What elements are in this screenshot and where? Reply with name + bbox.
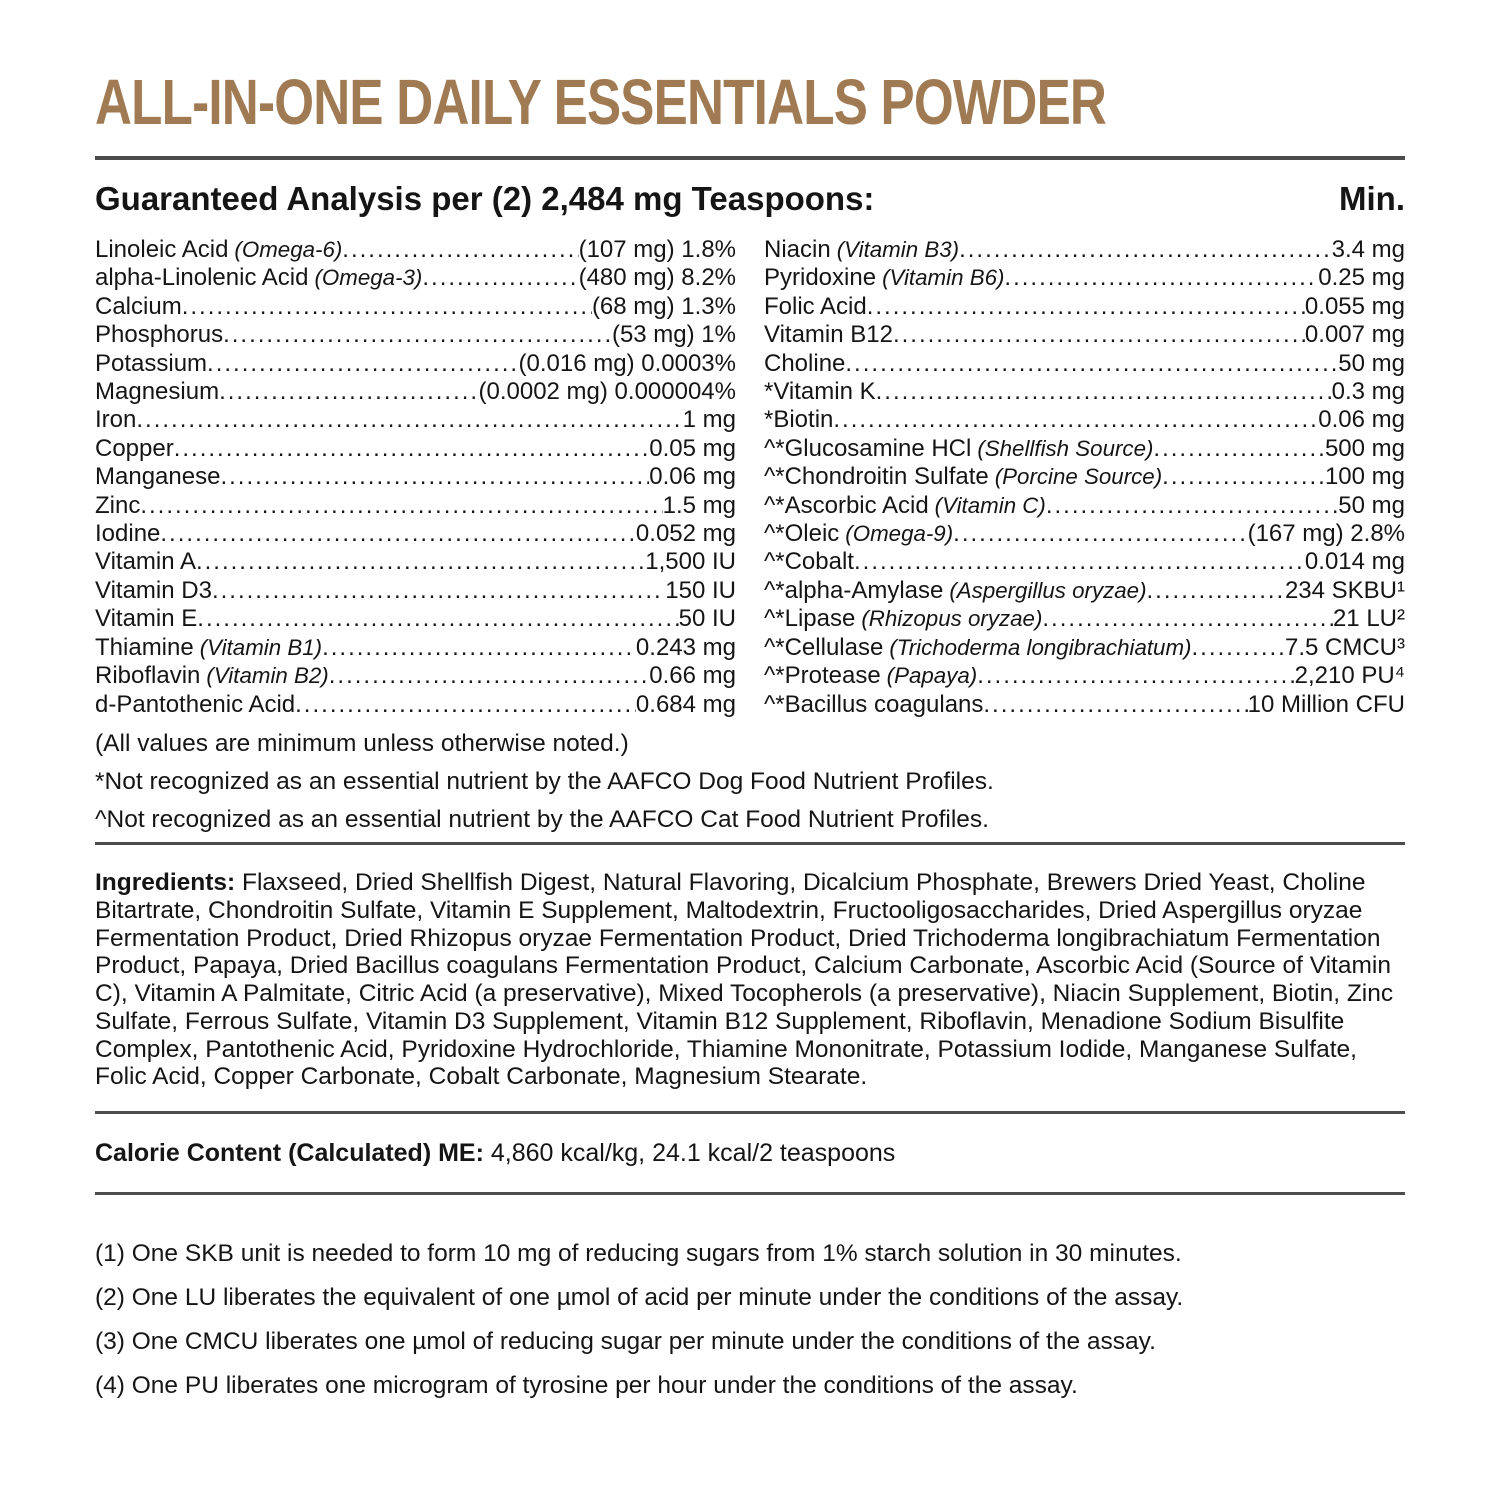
nutrient-value: 0.06 mg <box>1318 406 1405 434</box>
nutrient-value: 234 SKBU¹ <box>1284 576 1405 604</box>
nutrient-value: (0.016 mg) 0.0003% <box>518 349 736 377</box>
dot-leader <box>422 264 578 292</box>
nutrient-name: Vitamin A <box>95 548 196 576</box>
analysis-row <box>764 406 1405 434</box>
nutrient-source-note: (Omega-3) <box>314 265 423 291</box>
nutrient-value: 21 LU² <box>1332 605 1405 633</box>
analysis-row <box>95 691 736 719</box>
nutrient-label <box>95 548 196 576</box>
analysis-row <box>764 350 1405 378</box>
nutrient-value: 0.052 mg <box>635 520 736 548</box>
nutrient-label <box>95 293 182 321</box>
dot-leader <box>876 378 1332 406</box>
nutrient-value: 150 IU <box>665 576 736 604</box>
analysis-row <box>95 435 736 463</box>
divider <box>95 1192 1405 1195</box>
nutrient-name: Iodine <box>95 520 161 548</box>
dot-leader <box>220 463 649 491</box>
nutrient-name: Thiamine <box>95 633 194 661</box>
analysis-row <box>95 605 736 633</box>
analysis-row <box>95 406 736 434</box>
dot-leader <box>212 577 665 605</box>
values-minimum-note: (All values are minimum unless otherwise noted.) <box>95 729 629 757</box>
nutrient-value: 0.055 mg <box>1304 292 1405 320</box>
nutrient-name: Niacin <box>764 236 831 263</box>
nutrient-label <box>764 605 1042 633</box>
nutrient-value: 0.66 mg <box>649 662 736 690</box>
dot-leader <box>854 548 1305 576</box>
analysis-row <box>95 662 736 690</box>
nutrient-value: 2,210 PU⁴ <box>1294 662 1405 690</box>
analysis-column-right <box>764 236 1405 719</box>
analysis-columns <box>95 236 1405 719</box>
nutrient-name: *Vitamin K <box>764 378 876 406</box>
nutrient-name: alpha-Linolenic Acid <box>95 264 309 292</box>
dot-leader <box>845 350 1338 378</box>
nutrient-value: 1 mg <box>682 406 736 434</box>
nutrient-value: 100 mg <box>1324 463 1405 491</box>
analysis-row <box>764 691 1405 719</box>
nutrient-label <box>764 350 845 378</box>
dot-leader <box>329 662 650 690</box>
guaranteed-analysis-heading-row <box>95 180 1405 218</box>
nutrient-label <box>764 378 876 406</box>
analysis-row <box>95 236 736 264</box>
dot-leader <box>1191 634 1285 662</box>
analysis-row <box>764 463 1405 491</box>
analysis-row <box>764 236 1405 264</box>
nutrient-name: Vitamin D3 <box>95 576 212 604</box>
dot-leader <box>342 236 578 264</box>
nutrient-value: 50 mg <box>1338 349 1405 377</box>
nutrient-name: Magnesium <box>95 378 220 406</box>
nutrient-label <box>764 293 867 321</box>
analysis-row <box>95 463 736 491</box>
nutrient-value: (480 mg) 8.2% <box>578 264 736 292</box>
nutrient-name: Pyridoxine <box>764 264 877 292</box>
nutrient-value: 50 IU <box>678 605 736 633</box>
analysis-row <box>95 548 736 576</box>
nutrient-name: ^*Bacillus coagulans <box>764 690 984 718</box>
ingredients-paragraph <box>95 869 1405 1091</box>
analysis-row <box>764 264 1405 292</box>
nutrient-label <box>764 520 953 548</box>
nutrient-source-note: (Trichoderma longibrachiatum) <box>889 634 1192 660</box>
nutrient-name: Folic Acid <box>764 292 867 320</box>
analysis-row <box>95 321 736 349</box>
divider <box>95 156 1405 160</box>
nutrient-value: 0.06 mg <box>649 463 736 491</box>
nutrient-source-note: (Omega-6) <box>234 237 343 262</box>
nutrient-label <box>95 463 220 491</box>
nutrient-value: 1,500 IU <box>645 548 736 576</box>
nutrient-label <box>764 264 1004 292</box>
nutrient-value: (68 mg) 1.3% <box>591 292 736 320</box>
calorie-content-value: 4,860 kcal/kg, 24.1 kcal/2 teaspoons <box>483 1139 896 1168</box>
nutrient-value: 10 Million CFU <box>1247 690 1405 718</box>
analysis-row <box>764 378 1405 406</box>
analysis-row <box>764 577 1405 605</box>
nutrient-label <box>95 605 197 633</box>
aafco-cat-note: ^Not recognized as an essential nutrient by the AAFCO Cat Food Nutrient Profiles. <box>95 805 989 833</box>
unit-footnote: (3) One CMCU liberates one µmol of reducing sugar per minute under the conditions of the assay. <box>95 1328 1156 1356</box>
analysis-notes <box>95 729 1405 834</box>
nutrient-name: Manganese <box>95 463 221 491</box>
dot-leader <box>833 406 1318 434</box>
nutrient-label <box>764 435 1153 463</box>
dot-leader <box>1147 577 1285 605</box>
divider <box>95 842 1405 845</box>
nutrient-value: 7.5 CMCU³ <box>1284 633 1405 661</box>
analysis-row <box>95 293 736 321</box>
nutrient-value: (107 mg) 1.8% <box>578 236 736 263</box>
nutrient-label <box>764 492 1046 520</box>
nutrient-value: 3.4 mg <box>1331 236 1405 263</box>
dot-leader <box>196 548 645 576</box>
nutrient-name: Riboflavin <box>95 662 201 690</box>
nutrient-name: Zinc <box>95 491 141 519</box>
nutrient-value: 50 mg <box>1338 491 1405 519</box>
nutrient-name: Choline <box>764 349 846 377</box>
nutrient-name: ^*Protease <box>764 662 881 690</box>
nutrient-name: Vitamin B12 <box>764 321 893 349</box>
nutrient-label <box>95 264 422 292</box>
nutrient-label <box>95 435 174 463</box>
nutrient-value: 0.007 mg <box>1304 321 1405 349</box>
nutrient-label <box>95 634 322 662</box>
ingredients-text: Flaxseed, Dried Shellfish Digest, Natural Flavoring, Dicalcium Phosphate, Brewers Dried Yeast, Choline Bitartrate, Chondroitin Sulfate, Vitamin E Supplement, Maltodextrin, Fructooligosaccharides, Dried Aspergillus oryzae Fermentation Product, Dried Rhizopus oryzae Fermentation Product, Dried Trichoderma longibrachiatum Fermentation Product, Papaya, Dried Bacillus coagulans Fermentation Product, Calcium Carbonate, Ascorbic Acid (Source of Vitamin C), Vitamin A Palmitate, Citric Acid (a preservative), Mixed Tocopherols (a preservative), Niacin Supplement, Biotin, Zinc Sulfate, Ferrous Sulfate, Vitamin D3 Supplement, Vitamin B12 Supplement, Riboflavin, Menadione Sodium Bisulfite Complex, Pantothenic Acid, Pyridoxine Hydrochloride, Thiamine Mononitrate, Potassium Iodide, Manganese Sulfate, Folic Acid, Copper Carbonate, Cobalt Carbonate, Magnesium Stearate. <box>95 868 1394 1091</box>
analysis-row <box>764 435 1405 463</box>
nutrient-source-note: (Vitamin B3) <box>836 237 960 262</box>
analysis-row <box>95 520 736 548</box>
min-column-label: Min. <box>1339 180 1405 217</box>
nutrient-name: Phosphorus <box>95 321 224 349</box>
guaranteed-analysis-heading: Guaranteed Analysis per (2) 2,484 mg Teaspoons: <box>95 180 875 217</box>
nutrient-source-note: (Vitamin C) <box>934 492 1046 518</box>
nutrient-label <box>764 236 959 264</box>
dot-leader <box>983 691 1247 719</box>
nutrient-value: 0.684 mg <box>635 690 736 718</box>
nutrient-source-note: (Shellfish Source) <box>977 435 1154 461</box>
nutrient-label <box>95 406 136 434</box>
nutrient-label <box>764 548 854 576</box>
nutrient-source-note: (Papaya) <box>886 663 978 689</box>
nutrient-label <box>764 321 893 349</box>
dot-leader <box>295 691 636 719</box>
nutrient-value: 500 mg <box>1324 434 1405 462</box>
nutrient-value: (53 mg) 1% <box>611 321 736 349</box>
nutrient-source-note: (Porcine Source) <box>994 464 1163 490</box>
ingredients-label: Ingredients: <box>95 868 236 896</box>
nutrient-label <box>764 463 1162 491</box>
nutrient-source-note: (Vitamin B2) <box>206 663 329 689</box>
nutrient-label <box>764 406 833 434</box>
nutrient-value: (167 mg) 2.8% <box>1247 520 1405 548</box>
unit-footnote: (1) One SKB unit is needed to form 10 mg of reducing sugars from 1% starch solution in 30 minutes. <box>95 1240 1182 1268</box>
nutrient-source-note: (Vitamin B6) <box>882 265 1005 291</box>
analysis-row <box>764 605 1405 633</box>
dot-leader <box>223 321 612 349</box>
nutrient-name: Iron <box>95 406 137 434</box>
calorie-content-label: Calorie Content (Calculated) ME: <box>95 1139 484 1168</box>
analysis-row <box>95 634 736 662</box>
nutrient-value: 0.05 mg <box>649 434 736 462</box>
page-title: ALL-IN-ONE DAILY ESSENTIALS POWDER <box>95 66 1107 138</box>
nutrient-name: Linoleic Acid <box>95 236 229 263</box>
aafco-dog-note: *Not recognized as an essential nutrient by the AAFCO Dog Food Nutrient Profiles. <box>95 767 994 795</box>
dot-leader <box>893 321 1305 349</box>
unit-definition-footnotes <box>95 1239 1405 1401</box>
nutrient-label <box>95 378 219 406</box>
nutrient-label <box>95 520 160 548</box>
nutrient-name: Calcium <box>95 292 182 320</box>
nutrient-source-note: (Omega-9) <box>845 521 954 547</box>
analysis-row <box>764 662 1405 690</box>
unit-footnote: (2) One LU liberates the equivalent of one µmol of acid per minute under the conditions of the assay. <box>95 1284 1184 1312</box>
nutrient-name: ^*Lipase <box>764 605 856 633</box>
nutrient-source-note: (Aspergillus oryzae) <box>949 577 1147 603</box>
analysis-row <box>764 520 1405 548</box>
dot-leader <box>322 634 636 662</box>
nutrient-label <box>95 577 212 605</box>
nutrient-label <box>95 691 295 719</box>
dot-leader <box>1004 264 1318 292</box>
analysis-row <box>95 264 736 292</box>
dot-leader <box>136 406 682 434</box>
nutrient-name: ^*alpha-Amylase <box>764 576 944 604</box>
nutrient-name: Potassium <box>95 349 208 377</box>
analysis-row <box>95 350 736 378</box>
nutrient-label <box>764 634 1191 662</box>
dot-leader <box>197 605 678 633</box>
dot-leader <box>959 236 1332 264</box>
dot-leader <box>219 378 478 406</box>
dot-leader <box>977 662 1294 690</box>
nutrient-label <box>95 492 140 520</box>
dot-leader <box>1046 492 1338 520</box>
unit-footnote: (4) One PU liberates one microgram of tyrosine per hour under the conditions of the assay. <box>95 1372 1078 1400</box>
nutrient-value: 1.5 mg <box>662 491 736 519</box>
dot-leader <box>207 350 518 378</box>
nutrient-name: Vitamin E <box>95 605 198 633</box>
nutrient-name: ^*Oleic <box>764 520 840 548</box>
nutrient-name: ^*Glucosamine HCl <box>764 434 972 462</box>
dot-leader <box>140 492 662 520</box>
analysis-row <box>764 293 1405 321</box>
nutrient-name: *Biotin <box>764 406 834 434</box>
dot-leader <box>1162 463 1325 491</box>
dot-leader <box>1042 605 1333 633</box>
nutrient-name: ^*Cellulase <box>764 633 884 661</box>
nutrient-value: 0.3 mg <box>1331 378 1405 406</box>
nutrient-label <box>95 236 342 264</box>
divider <box>95 1111 1405 1114</box>
nutrient-name: ^*Ascorbic Acid <box>764 491 929 519</box>
nutrient-name: Copper <box>95 434 174 462</box>
nutrient-value: (0.0002 mg) 0.000004% <box>478 378 736 406</box>
calorie-content-line <box>95 1138 1405 1168</box>
analysis-row <box>764 321 1405 349</box>
nutrient-source-note: (Rhizopus oryzae) <box>861 606 1043 632</box>
analysis-row <box>95 492 736 520</box>
nutrient-label <box>764 577 1147 605</box>
dot-leader <box>174 435 650 463</box>
nutrient-source-note: (Vitamin B1) <box>199 634 323 660</box>
nutrient-label <box>95 662 329 690</box>
analysis-row <box>95 378 736 406</box>
nutrient-value: 0.25 mg <box>1318 264 1405 292</box>
nutrient-label <box>764 691 983 719</box>
dot-leader <box>182 293 592 321</box>
analysis-row <box>764 548 1405 576</box>
dot-leader <box>160 520 636 548</box>
nutrient-label <box>764 662 977 690</box>
analysis-row <box>764 634 1405 662</box>
dot-leader <box>1153 435 1325 463</box>
dot-leader <box>953 520 1247 548</box>
analysis-row <box>95 577 736 605</box>
nutrient-value: 0.243 mg <box>635 633 736 661</box>
dot-leader <box>867 293 1305 321</box>
nutrient-name: d-Pantothenic Acid <box>95 690 296 718</box>
nutrient-label <box>95 350 207 378</box>
nutrient-name: ^*Cobalt <box>764 548 854 576</box>
analysis-row <box>764 492 1405 520</box>
nutrient-name: ^*Chondroitin Sulfate <box>764 463 989 491</box>
nutrient-value: 0.014 mg <box>1304 548 1405 576</box>
nutrient-label <box>95 321 223 349</box>
analysis-column-left <box>95 236 736 719</box>
